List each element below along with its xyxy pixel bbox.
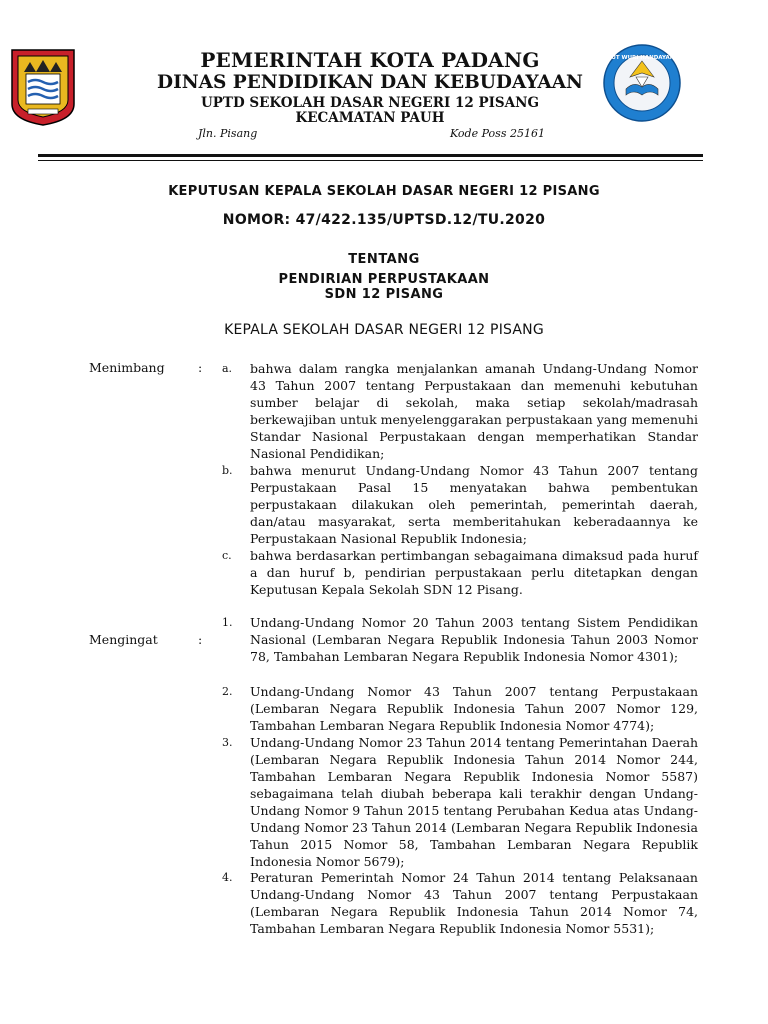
list-marker: b.: [222, 464, 233, 477]
mengingat-item-4: [222, 869, 698, 937]
menimbang-item-a: [222, 360, 698, 462]
list-marker: 1.: [222, 616, 233, 629]
menimbang-item-b: [222, 462, 698, 547]
letterhead-line-3: UPTD SEKOLAH DASAR NEGERI 12 PISANG: [200, 95, 540, 111]
mengingat-item-1: [222, 614, 698, 665]
list-item-text: Undang-Undang Nomor 43 Tahun 2007 tentang Perpustakaan (Lembaran Negara Republik Indonesia Tahun 2007 Nomor 129, Tambahan Lembaran Negara Republik Indonesia Nomor 4774);: [250, 684, 698, 733]
letterhead-line-2: DINAS PENDIDIKAN DAN KEBUDAYAAN: [157, 72, 583, 93]
list-item-text: bahwa berdasarkan pertimbangan sebagaimana dimaksud pada huruf a dan huruf b, pendirian perpustakaan perlu ditetapkan dengan Keputusan Kepala Sekolah SDN 12 Pisang.: [250, 548, 698, 597]
list-marker: a.: [222, 362, 233, 375]
list-item-text: Undang-Undang Nomor 20 Tahun 2003 tentang Sistem Pendidikan Nasional (Lembaran Negara Republik Indonesia Tahun 2003 Nomor 78, Tambahan Lembaran Negara Republik Indonesia Nomor 4301);: [250, 615, 698, 664]
decree-about: TENTANG: [348, 252, 420, 267]
decree-number: NOMOR: 47/422.135/UPTSD.12/TU.2020: [222, 212, 546, 228]
list-marker: 4.: [222, 871, 233, 884]
mengingat-colon: :: [198, 632, 203, 647]
letterhead-line-4: KECAMATAN PAUH: [295, 110, 445, 126]
menimbang-colon: :: [198, 360, 203, 375]
menimbang-item-c: [222, 547, 698, 598]
list-item-text: Undang-Undang Nomor 23 Tahun 2014 tentang Pemerintahan Daerah (Lembaran Negara Republik Indonesia Tahun 2014 Nomor 244, Tambahan Lembaran Negara Republik Indonesia Nomor 5587) sebagaimana telah diubah beberapa kali terakhir dengan Undang-Undang Nomor 9 Tahun 2015 tentang Perubahan Kedua atas Undang-Undang Nomor 23 Tahun 2014 (Lembaran Negara Republik Indonesia Tahun 2015 Nomor 58, Tambahan Lembaran Negara Republik Indonesia Nomor 5679);: [250, 735, 698, 869]
mengingat-item-3: [222, 734, 698, 870]
list-marker: 3.: [222, 736, 233, 749]
decree-title: KEPUTUSAN KEPALA SEKOLAH DASAR NEGERI 12 PISANG: [168, 184, 600, 199]
list-marker: c.: [222, 549, 232, 562]
letterhead-divider-thin: [38, 160, 703, 161]
list-item-text: Peraturan Pemerintah Nomor 24 Tahun 2014 tentang Pelaksanaan Undang-Undang Nomor 43 Tahun 2007 tentang Perpustakaan (Lembaran Negara Republik Indonesia Tahun 2014 Nomor 74, Tambahan Lembaran Negara Republik Indonesia Nomor 5531);: [250, 870, 698, 936]
letterhead-address: Jln. Pisang: [198, 127, 258, 140]
mengingat-label: Mengingat: [89, 632, 158, 647]
list-item-text: bahwa menurut Undang-Undang Nomor 43 Tahun 2007 tentang Perpustakaan Pasal 15 menyatakan bahwa pembentukan perpustakaan dilakukan oleh pemerintah, pemerintah daerah, dan/atau masyarakat, serta memberitahukan keberadaannya ke Perpustakaan Nasional Republik Indonesia;: [250, 463, 698, 546]
kota-padang-emblem: [10, 48, 76, 126]
letterhead-line-1: PEMERINTAH KOTA PADANG: [200, 48, 540, 72]
decree-subject-line-2: SDN 12 PISANG: [324, 287, 444, 302]
decree-subject-line-1: PENDIRIAN PERPUSTAKAAN: [278, 272, 490, 287]
decree-issuer: KEPALA SEKOLAH DASAR NEGERI 12 PISANG: [224, 322, 544, 338]
list-item-text: bahwa dalam rangka menjalankan amanah Undang-Undang Nomor 43 Tahun 2007 tentang Perpustakaan dan memenuhi kebutuhan sumber belajar di sekolah, maka setiap sekolah/madrasah berkewajiban untuk menyelenggarakan perpustakaan yang memenuhi Standar Nasional Perpustakaan dengan memperhatikan Standar Nasional Pendidikan;: [250, 361, 698, 461]
menimbang-label: Menimbang: [89, 360, 165, 375]
letterhead-postal-code: Kode Poss 25161: [450, 127, 545, 140]
mengingat-item-2: [222, 683, 698, 734]
emblem-motto-text: TUT WURI HANDAYANI: [607, 55, 677, 61]
letterhead-divider-thick: [38, 154, 703, 157]
list-marker: 2.: [222, 685, 233, 698]
